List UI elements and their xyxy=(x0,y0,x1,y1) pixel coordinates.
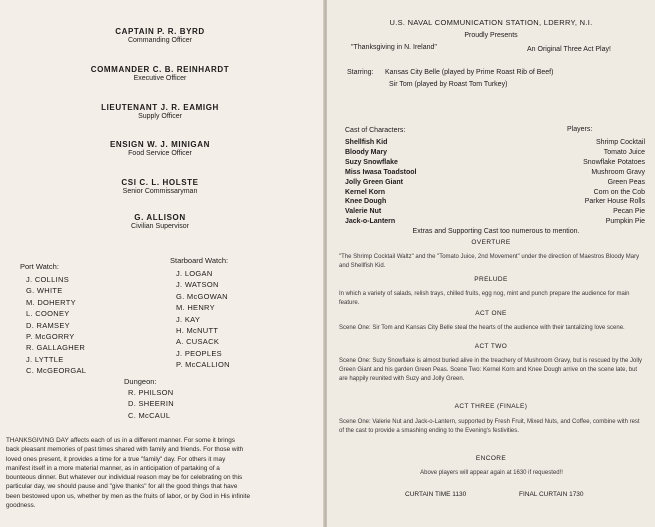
player-name: Shrimp Cocktail xyxy=(595,139,645,146)
crew-name: C. McGEORGAL xyxy=(26,366,87,376)
crew-name: R. GALLAGHER xyxy=(26,343,86,353)
player-name: Mushroom Gravy xyxy=(591,168,645,176)
curtain-time: CURTAIN TIME 1130 xyxy=(405,491,467,498)
show-title: "Thanksgiving in N. Ireland" xyxy=(351,44,437,51)
player-list xyxy=(537,138,645,227)
section-title: ACT ONE xyxy=(475,310,507,317)
player-name: Pumpkin Pie xyxy=(605,218,645,226)
starboard-watch-heading: Starboard Watch: xyxy=(170,256,229,265)
officer-name: LIEUTENANT J. R. EAMIGH xyxy=(101,103,219,112)
presents-line: Proudly Presents xyxy=(464,32,518,39)
paragraph-line: particular day, we should pause and "give thanks" for all the good things that have xyxy=(6,483,238,491)
player-name: Snowflake Potatoes xyxy=(583,158,645,166)
officer-entry xyxy=(60,140,260,157)
paragraph-line: manifest itself in a more material manner, as in anticipation of partaking of a xyxy=(6,464,220,472)
crew-name: G. WHITE xyxy=(26,286,63,296)
officer-title: Food Service Officer xyxy=(128,150,192,157)
officer-entry xyxy=(60,27,260,44)
section-body: Scene One: Suzy Snowflake is almost buried alive in the treachery of Mushroom Gravy, but is rescued by the Jolly Green Giant and his garden Green Peas. Scene Two: Kernel Korn and Knee Dough arrive on the scene late, but are happily reunited with Suzy and Jolly Green. xyxy=(339,358,643,382)
officer-name: G. ALLISON xyxy=(134,213,186,222)
crew-name: P. McGORRY xyxy=(26,332,75,342)
officer-entry xyxy=(60,65,260,82)
extras-line: Extras and Supporting Cast too numerous to mention. xyxy=(412,228,580,235)
player-name: Corn on the Cob xyxy=(593,188,645,196)
dungeon-heading: Dungeon: xyxy=(124,377,157,386)
character-name: Bloody Mary xyxy=(345,148,388,156)
character-name: Miss Iwasa Toadstool xyxy=(345,168,417,176)
character-name: Jolly Green Giant xyxy=(345,178,403,186)
crew-name: D. RAMSEY xyxy=(26,320,70,330)
crew-name: R. PHILSON xyxy=(128,388,174,397)
crew-name: J. KAY xyxy=(176,314,201,324)
section-body: Above players will appear again at 1630 if requested!! xyxy=(420,470,563,476)
station-name: U.S. NAVAL COMMUNICATION STATION, LDERRY, N.I. xyxy=(389,18,593,27)
crew-name: D. SHEERIN xyxy=(128,399,174,409)
character-name: Knee Dough xyxy=(345,198,387,206)
player-name: Pecan Pie xyxy=(613,208,645,216)
officer-name: ENSIGN W. J. MINIGAN xyxy=(109,140,210,149)
final-curtain: FINAL CURTAIN 1730 xyxy=(519,491,584,498)
starboard-watch-list xyxy=(176,268,230,371)
crew-name: J. COLLINS xyxy=(26,275,70,284)
section-title: PRELUDE xyxy=(474,276,508,283)
officer-title: Civilian Supervisor xyxy=(131,223,189,230)
starring-line-1: Kansas City Belle (played by Prime Roast Rib of Beef) xyxy=(385,69,554,76)
section-body: Scene One: Sir Tom and Kansas City Belle steal the hearts of the audience with their tantalizing love scene. xyxy=(339,325,625,331)
cast-heading: Cast of Characters: xyxy=(345,127,406,134)
player-name: Green Peas xyxy=(607,178,645,186)
character-name: Kernel Korn xyxy=(345,188,386,196)
crew-name: G. McGOWAN xyxy=(176,291,228,301)
player-name: Tomato Juice xyxy=(603,148,645,156)
player-name: Parker House Rolls xyxy=(584,198,645,206)
section-title: ENCORE xyxy=(475,455,507,462)
paragraph-line: THANKSGIVING DAY affects each of us in a different manner. For some it brings xyxy=(6,437,235,444)
section-body: In which a variety of salads, relish trays, chilled fruits, egg nog, mint and punch prepare the audience for main feature. xyxy=(339,291,630,306)
left-page xyxy=(0,0,325,527)
paragraph-line: goodness. xyxy=(6,502,36,510)
crew-name: J. PEOPLES xyxy=(176,348,222,358)
character-name: Shellfish Kid xyxy=(345,139,388,146)
show-subtitle: An Original Three Act Play! xyxy=(527,46,611,53)
character-name: Jack-o-Lantern xyxy=(345,218,396,226)
thanksgiving-paragraph xyxy=(6,436,320,510)
section-title: OVERTURE xyxy=(471,239,511,246)
officer-name: COMMANDER C. B. REINHARDT xyxy=(90,65,230,74)
paragraph-line: been bestowed upon us, whether by men as the fruits of labor, or by God in His infinite xyxy=(6,492,251,500)
section-body: "The Shrimp Cocktail Waltz" and the "Tomato Juice, 2nd Movement" under the direction of Maestros Bloody Mary and Shellfish Kid. xyxy=(339,254,640,269)
officer-name: CAPTAIN P. R. BYRD xyxy=(115,27,205,36)
crew-name: C. McCAUL xyxy=(128,410,171,420)
officer-entry xyxy=(60,103,260,120)
officer-title: Senior Commissaryman xyxy=(122,188,198,195)
officer-name: CSI C. L. HOLSTE xyxy=(121,178,199,187)
port-watch-heading: Port Watch: xyxy=(20,262,59,271)
players-heading: Players: xyxy=(567,126,593,133)
crew-name: M. DOHERTY xyxy=(26,297,76,307)
officer-title: Commanding Officer xyxy=(127,37,193,44)
section-title: ACT THREE (FINALE) xyxy=(454,403,528,410)
officer-title: Supply Officer xyxy=(138,113,182,120)
port-watch-list xyxy=(26,274,86,377)
crew-name: J. LYTTLE xyxy=(26,354,64,364)
officer-entry xyxy=(60,213,260,230)
officer-entry xyxy=(60,178,260,195)
officer-title: Executive Officer xyxy=(133,75,187,82)
dungeon-list xyxy=(128,387,174,421)
section-body: Scene One: Valerie Nut and Jack-o-Lantern, supported by Fresh Fruit, Mixed Nuts, and Coffee, combine with rest of the cast to provide a smashing ending to the Evening's festivities. xyxy=(339,419,640,434)
crew-name: J. LOGAN xyxy=(176,269,213,278)
paragraph-line: bounteous dinner. But whatever our individual reason may be for celebrating on this xyxy=(6,474,243,482)
section-title: ACT TWO xyxy=(474,343,508,350)
paragraph-line: back pleasant memories of past times shared with family and friends. For those with xyxy=(6,446,244,454)
starring-label: Starring: xyxy=(347,69,374,76)
right-page xyxy=(327,0,655,527)
character-name: Valerie Nut xyxy=(345,208,382,216)
paragraph-line: loved ones present, it provides a time for a true "family" day. For others it may xyxy=(6,455,226,463)
crew-name: L. COONEY xyxy=(26,309,70,319)
character-name: Suzy Snowflake xyxy=(345,158,398,166)
crew-name: M. HENRY xyxy=(176,303,215,313)
crew-name: P. McCALLION xyxy=(176,360,230,370)
crew-name: H. McNUTT xyxy=(176,326,219,336)
starring-line-2: Sir Tom (played by Roast Tom Turkey) xyxy=(389,81,508,88)
crew-name: J. WATSON xyxy=(176,280,219,290)
crew-name: A. CUSACK xyxy=(176,337,220,347)
character-list xyxy=(345,138,416,227)
